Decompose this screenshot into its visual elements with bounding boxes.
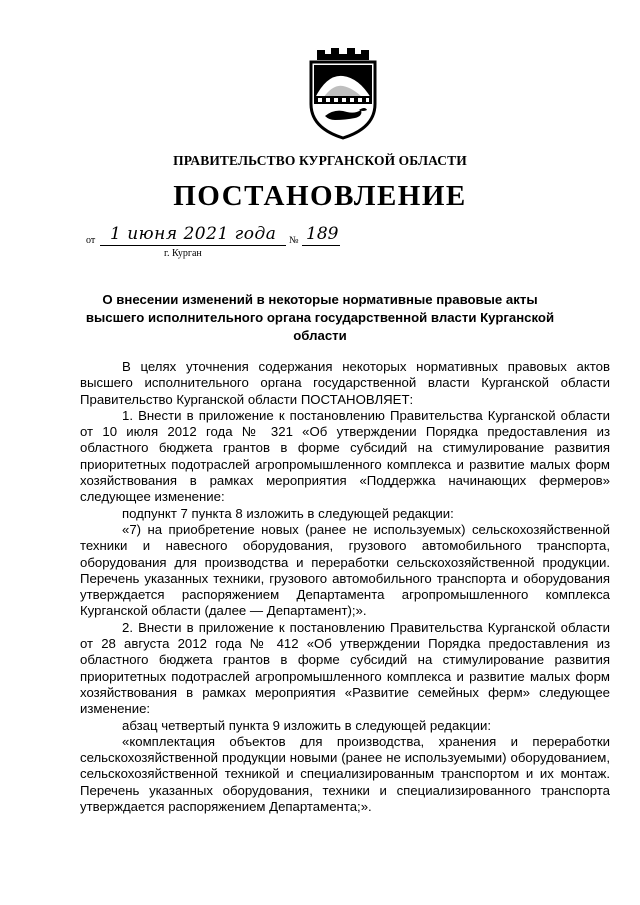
paragraph-item-1: 1. Внести в приложение к постановлению Правительства Курганской области от 10 июля 2012 года № 321 «Об утверждении Порядка предоставления из областного бюджета грантов в форме субсидий на стимулирование развития приоритетных подотраслей агропромышленного комплекса и развитие малых форм хозяйствования в рамках мероприятия «Поддержка начинающих фермеров» следующее изменение:	[80, 407, 610, 505]
number-prefix: №	[289, 235, 299, 246]
date-number-line	[86, 226, 366, 248]
paragraph-preamble: В целях уточнения содержания некоторых нормативных правовых актов высшего исполнительного органа государственной власти Курганской области Правительство Курганской области ПОСТАНОВЛЯЕТ:	[80, 359, 610, 407]
paragraph-subitem-7: подпункт 7 пункта 8 изложить в следующей редакции:	[122, 505, 454, 521]
kurgan-coat-of-arms-icon	[305, 46, 381, 140]
paragraph-abzac-4: абзац четвертый пункта 9 изложить в следующей редакции:	[122, 717, 492, 733]
handwritten-date: 1 июня 2021 года	[110, 224, 277, 244]
document-body	[80, 359, 610, 815]
document-subject: О внесении изменений в некоторые нормативные правовые акты высшего исполнительного органа государственной власти Курганской области	[85, 292, 555, 343]
document-type-title: ПОСТАНОВЛЕНИЕ	[173, 180, 467, 212]
city-label: г. Курган	[164, 248, 202, 259]
number-underline	[302, 245, 340, 246]
paragraph-item-2: 2. Внести в приложение к постановлению Правительства Курганской области от 28 августа 2012 года № 412 «Об утверждении Порядка предоставления из областного бюджета грантов в форме субсидий на стимулирование развития приоритетных подотраслей агропромышленного комплекса и развитие малых форм хозяйствования в рамках мероприятия «Развитие семейных ферм» следующее изменение:	[80, 619, 610, 717]
date-underline	[100, 245, 286, 246]
date-prefix: от	[86, 235, 96, 246]
paragraph-quote-abzac: «комплектация объектов для производства, хранения и переработки сельскохозяйственной продукции новыми (ранее не используемыми) оборудованием, сельскохозяйственной техникой и специализированным транспортом и их монтаж. Перечень указанных оборудования, техники и специализированного транспорта утверждается распоряжением Департамента;».	[80, 733, 610, 815]
paragraph-quote-7: «7) на приобретение новых (ранее не используемых) сельскохозяйственной техники и навесного оборудования, грузового автомобильного транспорта, оборудования для производства и переработки сельскохозяйственной продукции. Перечень указанных техники, грузового автомобильного транспорта и оборудования утверждается распоряжением Департамента агропромышленного комплекса Курганской области (далее — Департамент);».	[80, 521, 610, 619]
government-name: ПРАВИТЕЛЬСТВО КУРГАНСКОЙ ОБЛАСТИ	[173, 153, 467, 168]
handwritten-number: 189	[306, 224, 339, 244]
